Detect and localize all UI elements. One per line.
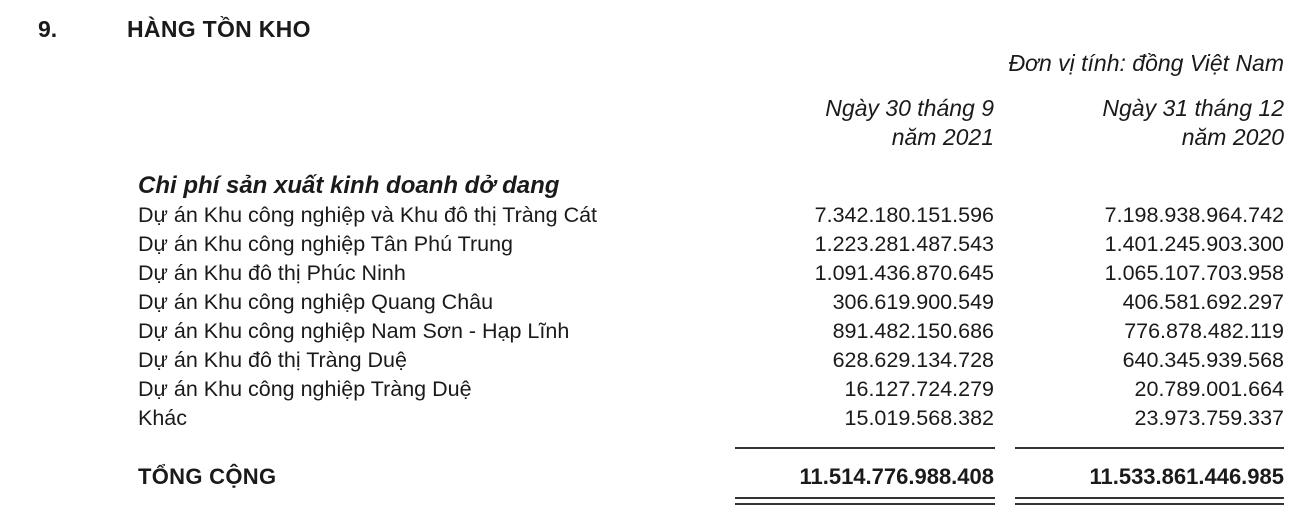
group-title: Chi phí sản xuất kinh doanh dở dang [138,172,560,199]
total-row [0,462,1314,492]
row-value-2020: 776.878.482.119 [1124,319,1284,343]
row-value-2021: 1.091.436.870.645 [814,261,994,285]
row-label: Dự án Khu công nghiệp Quang Châu [138,290,494,314]
row-label: Dự án Khu công nghiệp Nam Sơn - Hạp Lĩnh [138,319,570,343]
row-value-2020: 1.065.107.703.958 [1104,261,1284,285]
table-row [138,375,1284,404]
row-label: Dự án Khu đô thị Phúc Ninh [138,261,406,285]
row-label: Dự án Khu đô thị Tràng Duệ [138,348,407,372]
table-row [138,259,1284,288]
row-label: Khác [138,406,188,430]
row-value-2021: 15.019.568.382 [844,406,994,430]
column-header-2021 [825,94,994,152]
row-value-2021: 891.482.150.686 [832,319,994,343]
table-row [138,346,1284,375]
row-value-2021: 306.619.900.549 [832,290,994,314]
total-value-2021: 11.514.776.988.408 [799,464,994,489]
column-header-line: Ngày 30 tháng 9 [825,95,994,121]
table-row [138,230,1284,259]
row-value-2020: 7.198.938.964.742 [1104,203,1284,227]
row-value-2020: 1.401.245.903.300 [1104,232,1284,256]
total-value-2020: 11.533.861.446.985 [1089,464,1284,489]
total-label: TỔNG CỘNG [138,464,277,489]
currency-unit-note: Đơn vị tính: đồng Việt Nam [1008,50,1284,76]
row-value-2020: 20.789.001.664 [1134,377,1284,401]
row-label: Dự án Khu công nghiệp và Khu đô thị Tràng Cát [138,203,598,227]
row-label: Dự án Khu công nghiệp Tân Phú Trung [138,232,513,256]
column-header-line: Ngày 31 tháng 12 [1102,95,1284,121]
row-value-2021: 1.223.281.487.543 [814,232,994,256]
inventory-table [138,201,1284,433]
table-row [138,404,1284,433]
row-value-2020: 23.973.759.337 [1134,406,1284,430]
column-header-line: năm 2021 [891,124,994,150]
table-row [138,317,1284,346]
table-row [138,201,1284,230]
column-header-2020 [1102,94,1284,152]
section-title: HÀNG TỒN KHO [127,16,311,42]
row-value-2021: 7.342.180.151.596 [814,203,994,227]
row-value-2020: 406.581.692.297 [1122,290,1284,314]
total-double-rule [735,497,995,505]
total-double-rule [1015,497,1284,505]
section-number: 9. [38,16,58,42]
column-header-line: năm 2020 [1181,124,1284,150]
row-value-2020: 640.345.939.568 [1122,348,1284,372]
subtotal-rule [735,447,995,449]
table-row [138,288,1284,317]
row-label: Dự án Khu công nghiệp Tràng Duệ [138,377,472,401]
row-value-2021: 16.127.724.279 [844,377,994,401]
row-value-2021: 628.629.134.728 [832,348,994,372]
subtotal-rule [1015,447,1284,449]
